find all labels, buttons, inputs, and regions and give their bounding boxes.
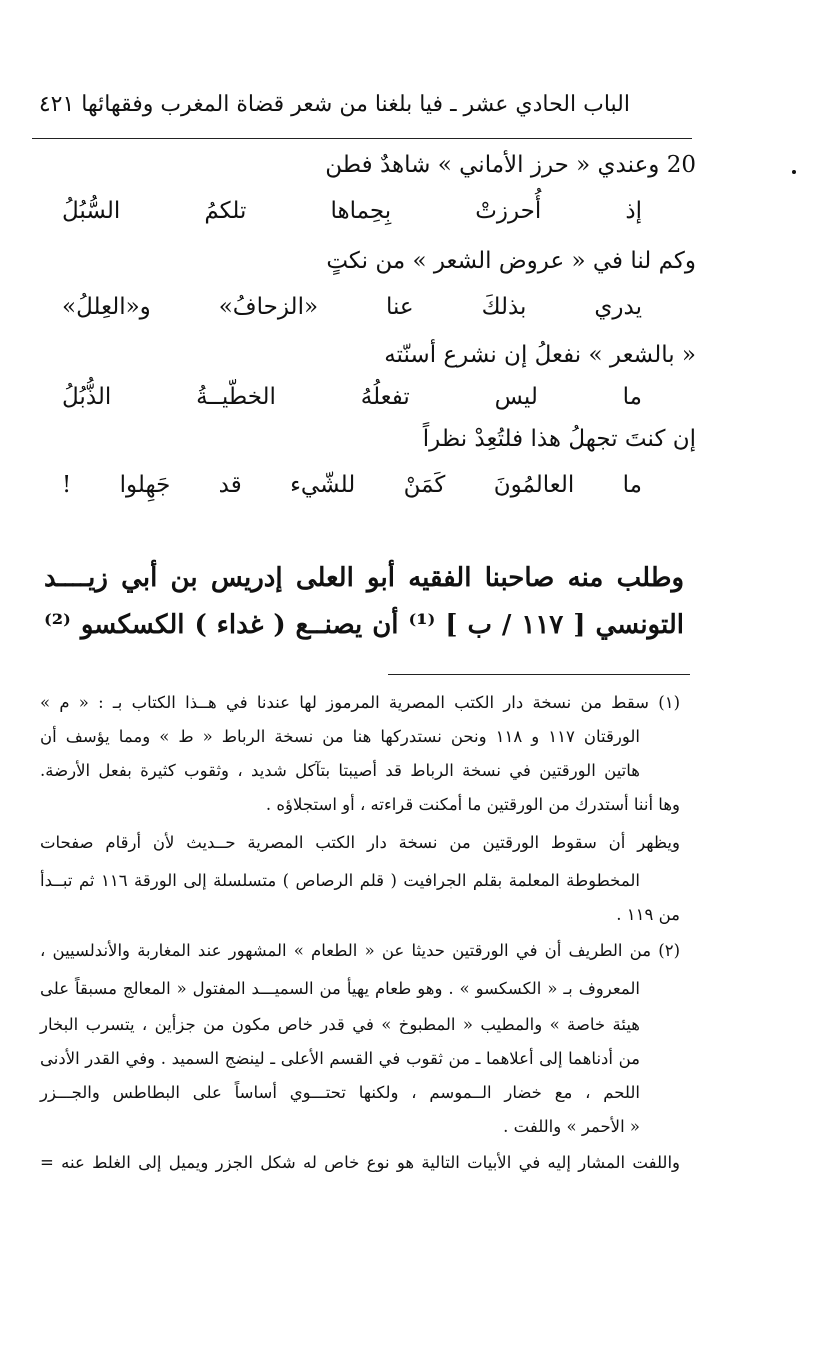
footnote-2-continued-line: واللفت المشار إليه في الأبيات التالية هو نوع خاص له شكل الجزر ويميل إلى الغلط عنه = bbox=[40, 1153, 680, 1172]
verse-4-first-hemistich: إن كنتَ تجهلُ هذا فلتُعِدْ نظراً bbox=[422, 426, 696, 452]
verse-2-first-hemistich: وكم لنا في « عروض الشعر » من نكتٍ bbox=[326, 248, 696, 274]
footnote-2-line-5: اللحم ، مع خضار الــموسم ، ولكنها تحتـــوي أساساً على البطاطس والجـــزر bbox=[40, 1083, 640, 1102]
footnote-2-line-6: « الأحمر » واللفت . bbox=[503, 1117, 640, 1136]
verse-2-second-hemistich: يدري بذلكَ عنا «الزحافُ» و«العِللُ» bbox=[62, 294, 642, 320]
verse-3-second-hemistich: ما ليس تفعلُهُ الخطّيــةُ الذُّبُلُ bbox=[62, 384, 642, 410]
verse-1-first-hemistich: 20 وعندي « حرز الأماني » شاهدٌ فطن bbox=[325, 152, 696, 178]
header-rule bbox=[32, 138, 692, 139]
footnote-2-line-2: المعروف بـ « الكسكسو » . وهو طعام يهيأ من السميـــد المفتول « المعالج مسبقاً على bbox=[40, 979, 640, 998]
footnote-1-line-3: هاتين الورقتين في نسخة الرباط قد أصيبتا بتآكل شديد ، وثقوب كثيرة بفعل الأرضة. bbox=[40, 761, 640, 780]
footnote-rule bbox=[388, 674, 690, 675]
verse-1-second-hemistich: إذ أُحرزتْ بِحِماها تلكمُ السُّبُلُ bbox=[62, 198, 642, 224]
footnote-2-line-3: هيئة خاصة » والمطيب « المطبوخ » في قدر خاص مكون من جزأين ، يتسرب البخار bbox=[40, 1015, 640, 1034]
footnote-2-line-4: من أدناهما إلى أعلاهما ـ من ثقوب في القسم الأعلى ـ لينضج السميد . وفي القدر الأدنى bbox=[40, 1049, 640, 1068]
prose-line-1: وطلب منه صاحبنا الفقيه أبو العلى إدريس بن أبي زيــــد bbox=[44, 563, 684, 593]
running-header: الباب الحادي عشر ـ فيا بلغنا من شعر قضاة المغرب وفقهائها ٤٢١ bbox=[38, 92, 630, 117]
footnote-1-continued-line-2: المخطوطة المعلمة بقلم الجرافيت ( قلم الرصاص ) متسلسلة إلى الورقة ١١٦ ثم تبــدأ bbox=[40, 871, 640, 890]
verse-4-second-hemistich: ما العالمُونَ كَمَنْ للشّيء قد جَهِلوا ! bbox=[62, 472, 642, 498]
footnote-2-line-1: (٢) من الطريف أن في الورقتين حديثا عن « الطعام » المشهور عند المغاربة والأندلسيين ، bbox=[40, 941, 680, 960]
verse-3-first-hemistich: « بالشعر » نفعلُ إن نشرع أسنّته bbox=[384, 342, 696, 368]
footnote-1-line-1: (١) سقط من نسخة دار الكتب المصرية المرموز لها عندنا في هــذا الكتاب بـ : « م » bbox=[40, 693, 680, 712]
footnote-1-continued-line-1: ويظهر أن سقوط الورقتين من نسخة دار الكتب المصرية حــديث لأن أرقام صفحات bbox=[40, 833, 680, 852]
footnote-1-line-4: وها أننا أستدرك من الورقتين ما أمكنت قراءته ، أو استجلاؤه . bbox=[265, 795, 680, 814]
footnote-1-line-2: الورقتان ١١٧ و ١١٨ ونحن نستدركها هنا من نسخة الرباط « ط » ومما يؤسف أن bbox=[40, 727, 641, 746]
footnote-1-continued-line-3: من ١١٩ . bbox=[616, 905, 680, 924]
prose-line-2: التونسي [ ١١٧ / ب ] ⁽¹⁾ أن يصنــع ( غداء ) الكسكسو ⁽²⁾ bbox=[44, 610, 684, 640]
margin-dot bbox=[792, 170, 796, 174]
